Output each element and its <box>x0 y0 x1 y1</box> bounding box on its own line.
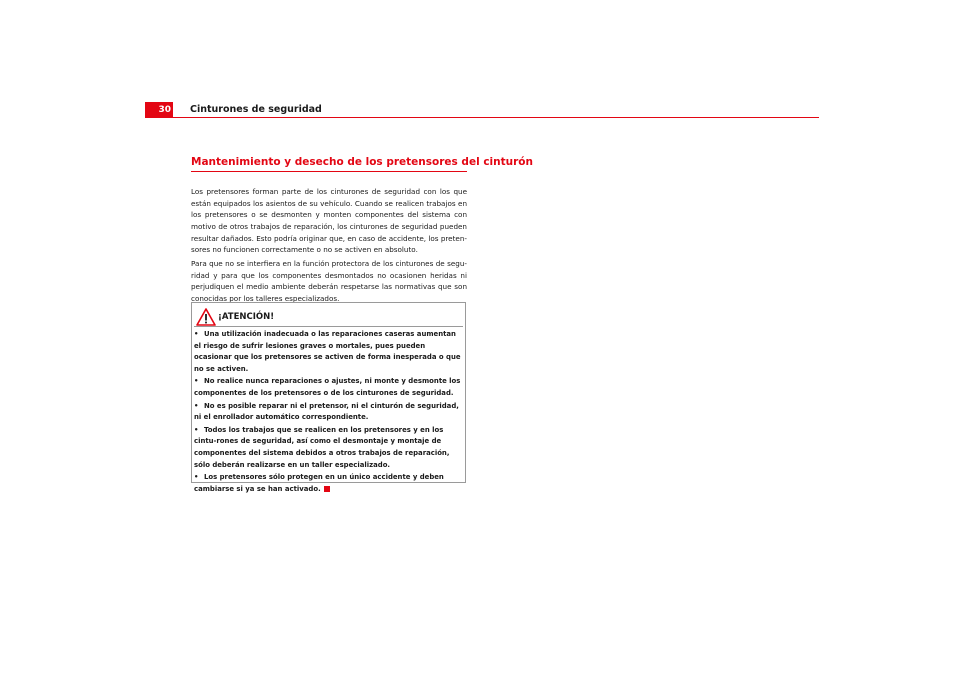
warning-item-text: Todos los trabajos que se realicen en los pretensores y en los cintu-rones de seguridad, así como el desmontaje y montaje de componentes del sistema debidos a otros trabajos de reparación, sólo deberán realizarse en un taller especializado. <box>194 425 450 469</box>
warning-list <box>194 329 464 496</box>
bullet-icon: • <box>194 377 199 386</box>
bullet-icon: • <box>194 425 199 434</box>
warning-divider <box>194 326 463 327</box>
warning-item <box>194 401 464 424</box>
warning-triangle-icon <box>196 308 216 326</box>
warning-title: ¡ATENCIÓN! <box>218 312 275 322</box>
end-of-section-icon <box>324 486 330 492</box>
bullet-icon: • <box>194 330 199 338</box>
warning-item-text: Una utilización inadecuada o las reparaciones caseras aumentan el riesgo de sufrir lesiones graves o mortales, pues pueden ocasionar que los pretensores se activen de forma inesperada o que no se activen. <box>194 330 461 373</box>
page-number: 30 <box>145 102 173 118</box>
section-title: Mantenimiento y desecho de los pretensores del cinturón <box>191 156 533 168</box>
running-head: Cinturones de seguridad <box>190 104 322 115</box>
bullet-icon: • <box>194 473 199 482</box>
header-rule <box>173 117 819 118</box>
section-title-underline <box>191 171 467 172</box>
warning-item <box>194 472 464 495</box>
body-paragraph: Los pretensores forman parte de los cinturones de seguridad con los que están equipados los asientos de su vehículo. Cuando se realicen trabajos en los pretensores o se desmonten y monten componentes del sistema con motivo de otros trabajos de reparación, los cinturones de seguridad pueden resultar dañados. Esto podría originar que, en caso de accidente, los preten-sores no funcionen correctamente o no se activen en absoluto. <box>191 187 467 255</box>
body-paragraph: Para que no se interfiera en la función protectora de los cinturones de segu-ridad y para que los componentes desmontados no ocasionen heridas ni perjudiquen el medio ambiente deberán respetarse las normativas que son conocidas por los talleres especializados. <box>191 259 467 303</box>
warning-item-text: No realice nunca reparaciones o ajustes, ni monte y desmonte los componentes de los pretensores o de los cinturones de seguridad. <box>194 377 461 397</box>
bullet-icon: • <box>194 401 199 410</box>
warning-item <box>194 425 464 471</box>
warning-item-text: No es posible reparar ni el pretensor, ni el cinturón de seguridad, ni el enrollador automático correspondiente. <box>194 401 459 422</box>
warning-item <box>194 329 464 375</box>
warning-item-text: Los pretensores sólo protegen en un único accidente y deben cambiarse si ya se han activado. <box>194 473 444 493</box>
warning-item <box>194 376 464 399</box>
